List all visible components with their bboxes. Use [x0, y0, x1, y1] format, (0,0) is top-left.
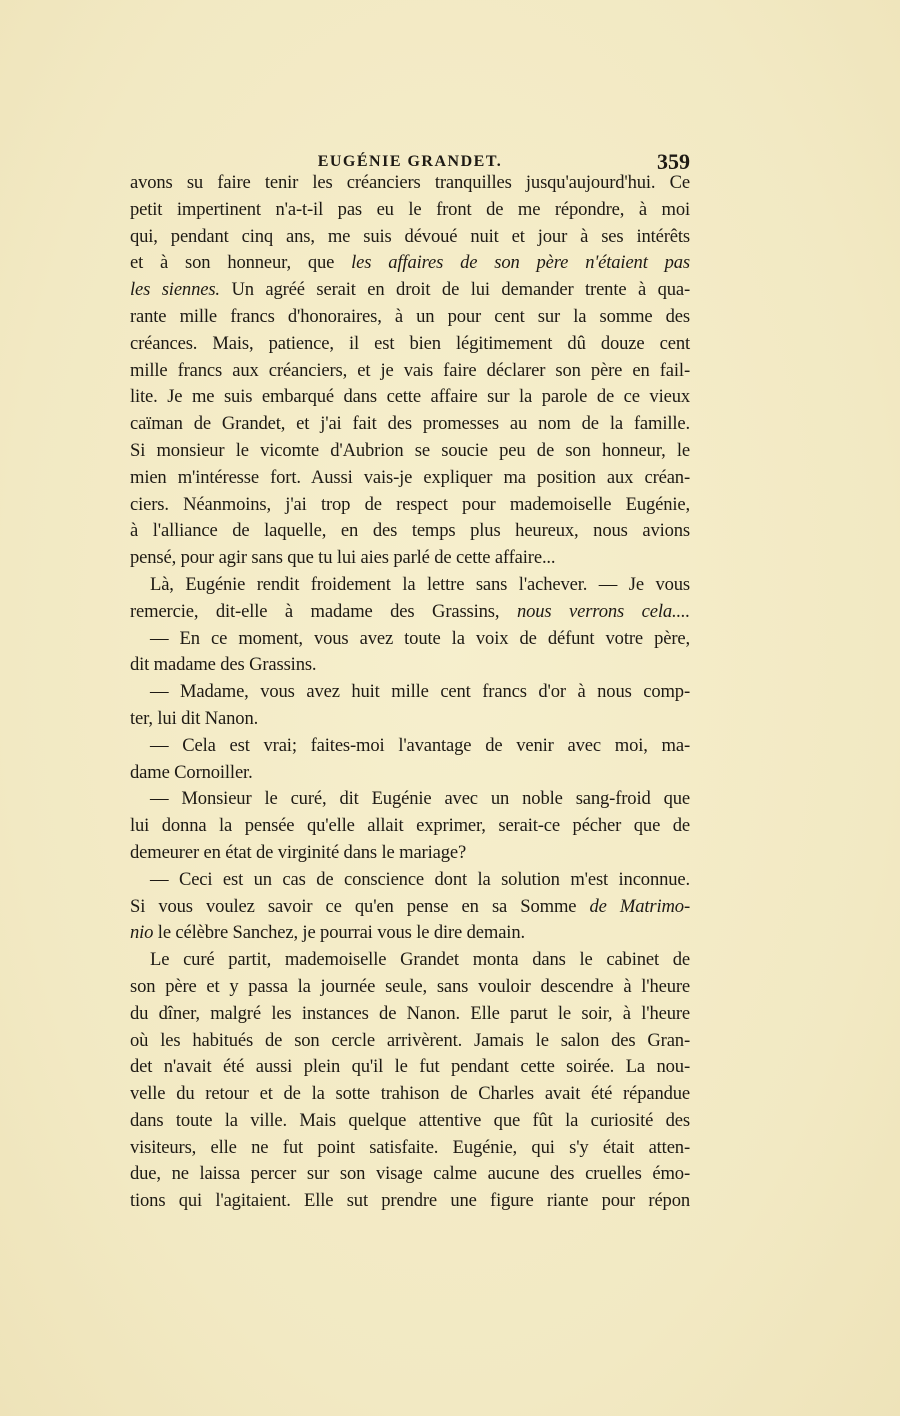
- text-segment: demeurer en état de virginité dans le mariage?: [130, 841, 467, 863]
- text-segment: créances. Mais, patience, il est bien légitimement dû douze cent: [130, 332, 690, 354]
- text-line: [130, 492, 690, 519]
- text-segment: pensé, pour agir sans que tu lui aies parlé de cette affaire...: [130, 547, 556, 569]
- text-line: [130, 197, 690, 224]
- text-line: [130, 331, 690, 358]
- italic-text: nous verrons cela....: [516, 600, 690, 622]
- text-segment: ciers. Néanmoins, j'ai trop de respect pour mademoiselle Eugénie,: [130, 493, 690, 515]
- text-line: [130, 760, 690, 787]
- text-line: [130, 438, 690, 465]
- text-segment: lui donna la pensée qu'elle allait exprimer, serait-ce pécher que de: [130, 815, 690, 837]
- text-segment: du dîner, malgré les instances de Nanon. Elle parut le soir, à l'heure: [130, 1002, 690, 1024]
- text-segment: petit impertinent n'a-t-il pas eu le front de me répondre, à moi: [130, 198, 690, 220]
- text-line: [130, 974, 690, 1001]
- text-segment: det n'avait été aussi plein qu'il le fut pendant cette soirée. La nou-: [130, 1056, 690, 1078]
- text-segment: — Ceci est un cas de conscience dont la solution m'est inconnue.: [150, 868, 690, 890]
- text-line: [130, 465, 690, 492]
- text-line: [130, 1054, 690, 1081]
- text-line: [130, 1108, 690, 1135]
- italic-text: les affaires de son père n'étaient pas: [351, 252, 690, 274]
- text-segment: le célèbre Sanchez, je pourrai vous le dire demain.: [153, 922, 525, 944]
- text-segment: caïman de Grandet, et j'ai fait des promesses au nom de la famille.: [130, 413, 690, 435]
- text-segment: Le curé partit, mademoiselle Grandet monta dans le cabinet de: [150, 949, 690, 971]
- text-line: [130, 652, 690, 679]
- text-segment: mille francs aux créanciers, et je vais faire déclarer son père en fail-: [130, 359, 690, 381]
- text-segment: ter, lui dit Nanon.: [130, 707, 259, 729]
- text-line: [130, 170, 690, 197]
- text-line: [130, 1161, 690, 1188]
- text-line: [130, 1135, 690, 1162]
- text-line: [130, 518, 690, 545]
- text-segment: qui, pendant cinq ans, me suis dévoué nuit et jour à ses intérêts: [130, 225, 690, 247]
- text-line: [130, 786, 690, 813]
- text-line: [130, 920, 690, 947]
- text-segment: lite. Je me suis embarqué dans cette affaire sur la parole de ce vieux: [130, 386, 690, 408]
- text-segment: velle du retour et de la sotte trahison de Charles avait été répandue: [130, 1083, 690, 1105]
- text-segment: à l'alliance de laquelle, en des temps plus heureux, nous avions: [130, 520, 690, 542]
- text-line: [130, 572, 690, 599]
- text-line: [130, 947, 690, 974]
- text-line: [130, 358, 690, 385]
- text-line: [130, 733, 690, 760]
- text-line: [130, 706, 690, 733]
- text-segment: Là, Eugénie rendit froidement la lettre sans l'achever. — Je vous: [150, 573, 690, 595]
- page-number: 359: [657, 149, 690, 174]
- italic-text: les siennes.: [130, 279, 220, 301]
- text-line: [130, 277, 690, 304]
- text-segment: Si vous voulez savoir ce qu'en pense en sa Somme: [130, 895, 590, 917]
- text-line: [130, 840, 690, 867]
- text-line: [130, 894, 690, 921]
- text-line: [130, 224, 690, 251]
- text-line: [130, 1028, 690, 1055]
- text-line: [130, 679, 690, 706]
- text-segment: et à son honneur, que: [130, 252, 352, 274]
- text-line: [130, 599, 690, 626]
- text-segment: mien m'intéresse fort. Aussi vais-je expliquer ma position aux créan-: [130, 466, 690, 488]
- text-segment: Si monsieur le vicomte d'Aubrion se soucie peu de son honneur, le: [130, 439, 690, 461]
- text-segment: où les habitués de son cercle arrivèrent. Jamais le salon des Gran-: [130, 1029, 690, 1051]
- italic-text: nio: [130, 922, 154, 944]
- running-title: EUGÉNIE GRANDET.: [317, 153, 503, 170]
- text-segment: — Madame, vous avez huit mille cent francs d'or à nous comp-: [150, 681, 690, 703]
- text-segment: — En ce moment, vous avez toute la voix de défunt votre père,: [150, 627, 690, 649]
- text-segment: due, ne laissa percer sur son visage calme aucune des cruelles émo-: [130, 1163, 690, 1185]
- text-segment: rante mille francs d'honoraires, à un pour cent sur la somme des: [130, 305, 690, 327]
- text-line: [130, 1188, 690, 1215]
- text-segment: dame Cornoiller.: [130, 761, 253, 783]
- text-segment: dit madame des Grassins.: [130, 654, 317, 676]
- text-line: [130, 545, 690, 572]
- text-line: [130, 250, 690, 277]
- text-line: [130, 384, 690, 411]
- text-segment: Un agréé serait en droit de lui demander trente à qua-: [219, 279, 691, 301]
- text-line: [130, 411, 690, 438]
- text-segment: visiteurs, elle ne fut point satisfaite. Eugénie, qui s'y était atten-: [130, 1136, 690, 1158]
- page-body-text: [130, 170, 690, 1215]
- text-line: [130, 867, 690, 894]
- text-line: [130, 1001, 690, 1028]
- text-line: [130, 813, 690, 840]
- text-segment: avons su faire tenir les créanciers tranquilles jusqu'aujourd'hui. Ce: [130, 172, 690, 193]
- text-segment: — Cela est vrai; faites-moi l'avantage de venir avec moi, ma-: [150, 734, 690, 756]
- text-line: [130, 304, 690, 331]
- text-segment: son père et y passa la journée seule, sans vouloir descendre à l'heure: [130, 975, 690, 997]
- text-line: [130, 1081, 690, 1108]
- text-segment: dans toute la ville. Mais quelque attentive que fût la curiosité des: [130, 1109, 690, 1131]
- text-line: [130, 626, 690, 653]
- italic-text: de Matrimo-: [589, 895, 690, 917]
- text-segment: tions qui l'agitaient. Elle sut prendre une figure riante pour répon: [130, 1190, 690, 1212]
- text-segment: — Monsieur le curé, dit Eugénie avec un noble sang-froid que: [150, 788, 690, 810]
- text-segment: remercie, dit-elle à madame des Grassins,: [130, 600, 517, 622]
